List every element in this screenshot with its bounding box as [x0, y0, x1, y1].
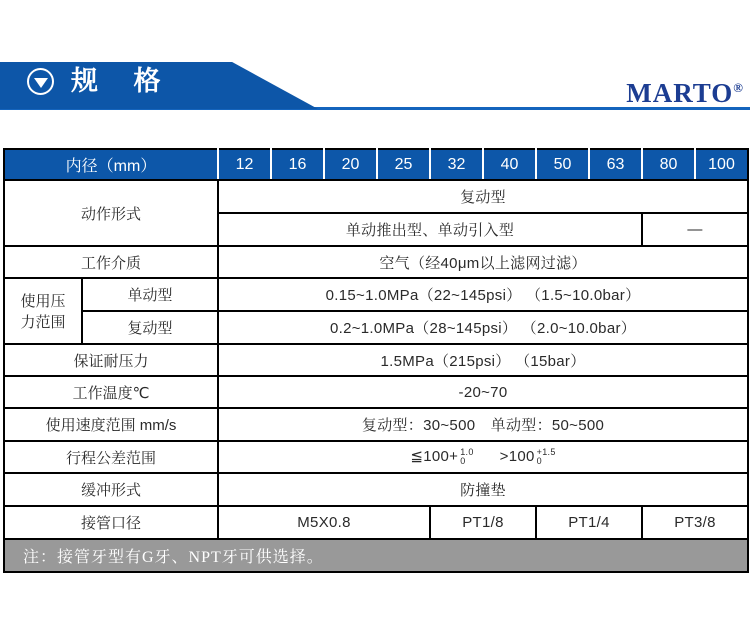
pressure-double-label: 复动型: [82, 311, 218, 344]
action-type-label: 动作形式: [4, 180, 218, 246]
spec-table: [3, 148, 749, 573]
stroke-tolerance-label: 行程公差范围: [4, 441, 218, 473]
proof-pressure-label: 保证耐压力: [4, 344, 218, 376]
port-size-label: 接管口径: [4, 506, 218, 539]
port-size-value: M5X0.8: [218, 506, 430, 539]
bore-header-label: 内径（mm）: [4, 149, 218, 180]
bore-header: 50: [536, 149, 589, 180]
pressure-double-value: 0.2~1.0MPa（28~145psi） （2.0~10.0bar）: [218, 311, 748, 344]
cushion-label: 缓冲形式: [4, 473, 218, 506]
speed-range-label: 使用速度范围 mm/s: [4, 408, 218, 441]
bore-header: 40: [483, 149, 536, 180]
port-size-value: PT1/4: [536, 506, 642, 539]
bore-header: 12: [218, 149, 271, 180]
brand-text: MARTO: [626, 78, 734, 108]
pressure-single-label: 单动型: [82, 278, 218, 311]
table-row: [4, 408, 748, 441]
header-band: [0, 0, 750, 112]
registered-mark: ®: [733, 80, 744, 95]
table-row: [4, 278, 748, 311]
table-row: [4, 441, 748, 473]
bore-header: 32: [430, 149, 483, 180]
action-double-cell: 复动型: [218, 180, 748, 213]
pressure-range-label: 使用压 力范围: [4, 278, 82, 344]
bore-header: 20: [324, 149, 377, 180]
temperature-label: 工作温度℃: [4, 376, 218, 408]
action-na-cell: —: [642, 213, 748, 246]
action-single-cell: 单动推出型、单动引入型: [218, 213, 642, 246]
medium-label: 工作介质: [4, 246, 218, 278]
bore-header: 25: [377, 149, 430, 180]
table-row: [4, 473, 748, 506]
table-row: [4, 180, 748, 213]
pressure-single-value: 0.15~1.0MPa（22~145psi） （1.5~10.0bar）: [218, 278, 748, 311]
bore-header: 16: [271, 149, 324, 180]
page-title: 规 格: [71, 66, 175, 96]
port-size-value: PT3/8: [642, 506, 748, 539]
bore-header: 63: [589, 149, 642, 180]
medium-value: 空气（经40μm以上滤网过滤）: [218, 246, 748, 278]
bore-header: 100: [695, 149, 748, 180]
stroke-tolerance-value: ≦100+ 1.0 0 >100 +1.5 0: [218, 441, 748, 473]
table-row: [4, 376, 748, 408]
table-row: [4, 246, 748, 278]
table-header-row: [4, 149, 748, 180]
temperature-value: -20~70: [218, 376, 748, 408]
bore-header: 80: [642, 149, 695, 180]
port-size-value: PT1/8: [430, 506, 536, 539]
cushion-value: 防撞垫: [218, 473, 748, 506]
table-row: [4, 311, 748, 344]
table-row: [4, 344, 748, 376]
circle-down-arrow-icon: [27, 68, 54, 95]
note-text: 注：接管牙型有G牙、NPT牙可供选择。: [4, 539, 748, 572]
table-row: [4, 506, 748, 539]
proof-pressure-value: 1.5MPa（215psi） （15bar）: [218, 344, 748, 376]
table-note-row: [4, 539, 748, 572]
brand-logo: [626, 80, 744, 107]
speed-range-value: 复动型：30~500 单动型：50~500: [218, 408, 748, 441]
